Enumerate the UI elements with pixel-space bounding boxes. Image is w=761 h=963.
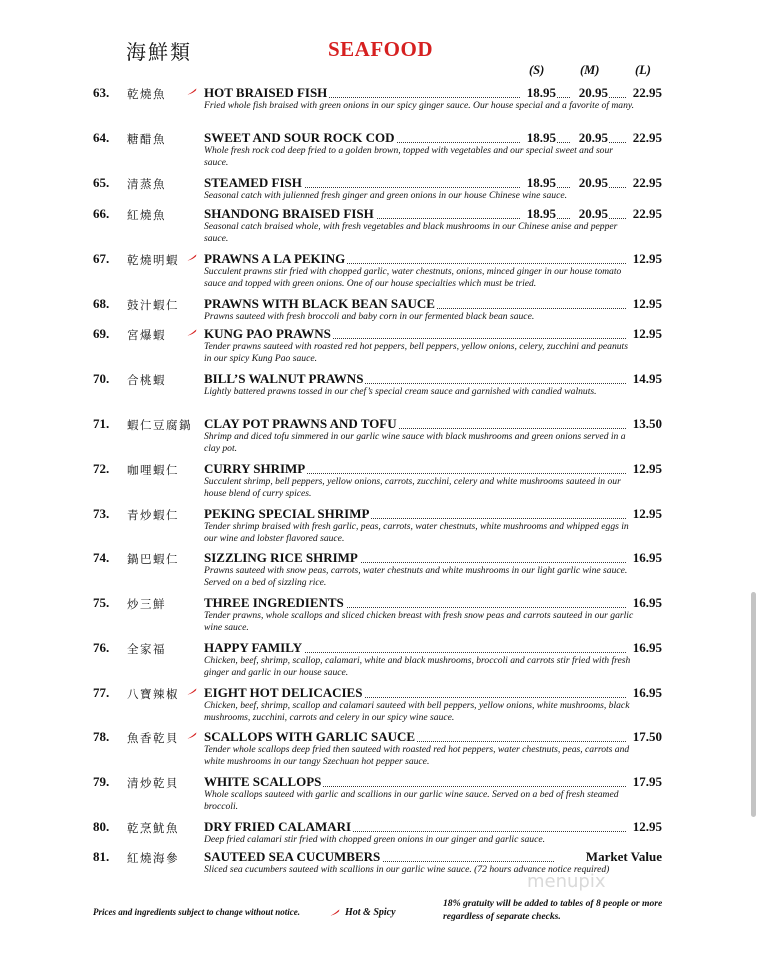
item-chinese-name: 紅燒魚 (127, 208, 166, 222)
item-name: THREE INGREDIENTS (204, 595, 344, 610)
item-name-line (204, 640, 662, 656)
item-name-line (204, 506, 662, 522)
item-name: SAUTEED SEA CUCUMBERS (204, 849, 381, 864)
item-description: Chicken, beef, shrimp, scallop, calamari, white and black mushrooms, broccoli and carrots stir fried with fresh ginger and garlic in our house sauce. (204, 655, 631, 678)
price-small: 18.95 (520, 130, 556, 146)
item-number: 67. (93, 251, 110, 266)
item-name: SCALLOPS WITH GARLIC SAUCE (204, 729, 416, 744)
item-number: 80. (93, 819, 110, 834)
item-number: 77. (93, 685, 110, 700)
section-title: SEAFOOD (327, 37, 433, 61)
item-chinese-name: 全家福 (127, 642, 166, 656)
item-chinese-name: 青炒蝦仁 (127, 508, 179, 522)
item-name: CURRY SHRIMP (204, 461, 306, 476)
item-number: 72. (93, 461, 110, 476)
item-name: PRAWNS WITH BLACK BEAN SAUCE (204, 296, 435, 311)
item-number: 71. (93, 416, 110, 431)
item-name: SIZZLING RICE SHRIMP (204, 550, 358, 565)
item-number: 81. (93, 849, 110, 864)
item-name: STEAMED FISH (204, 175, 302, 190)
item-chinese-name: 蝦仁豆腐鍋 (127, 418, 192, 432)
chili-pepper-icon (187, 329, 197, 336)
item-name: HOT BRAISED FISH (204, 85, 328, 100)
item-chinese-name: 合桃蝦 (127, 373, 166, 387)
price: 16.95 (626, 640, 662, 656)
item-number: 68. (93, 296, 110, 311)
item-name-line (204, 550, 662, 566)
item-description: Prawns sauteed with snow peas, carrots, water chestnuts and white mushrooms in our light garlic wine sauce. Served on a bed of sizzling rice. (204, 565, 628, 588)
item-description: Prawns sauteed with fresh broccoli and baby corn in our fermented black bean sauce. (204, 311, 535, 322)
item-name-line (204, 416, 662, 432)
item-chinese-name: 清蒸魚 (127, 177, 166, 191)
item-description: Lightly battered prawns tossed in our chef’s special cream sauce and garnished with candied walnuts. (204, 386, 597, 397)
item-name: SHANDONG BRAISED FISH (204, 206, 374, 221)
item-name-line (204, 296, 662, 312)
item-name-line (204, 326, 662, 342)
item-number: 74. (93, 550, 110, 565)
item-chinese-name: 炒三鮮 (127, 597, 166, 611)
item-chinese-name: 鼓汁蝦仁 (127, 298, 179, 312)
item-name: KUNG PAO PRAWNS (204, 326, 331, 341)
item-description: Shrimp and diced tofu simmered in our garlic wine sauce with black mushrooms and green onions served in a clay pot. (204, 431, 626, 454)
item-description: Whole fresh rock cod deep fried to a golden brown, topped with vegetables and our special sweet and sour sauce. (204, 145, 614, 168)
price: 12.95 (626, 461, 662, 477)
item-name: DRY FRIED CALAMARI (204, 819, 352, 834)
item-description: Sliced sea cucumbers sauteed with scallions in our garlic wine sauce. (72 hours advance notice required) (204, 864, 610, 875)
hot-spicy-label: Hot & Spicy (345, 907, 396, 918)
item-description: Deep fried calamari stir fried with chopped green onions in our ginger and garlic sauce. (204, 834, 545, 845)
watermark: menupix (527, 871, 606, 892)
chinese-section-title: 海鮮類 (126, 40, 192, 64)
item-name: CLAY POT PRAWNS AND TOFU (204, 416, 397, 431)
chili-pepper-icon (330, 909, 340, 916)
item-name: BILL’S WALNUT PRAWNS (204, 371, 364, 386)
item-name-line (204, 595, 662, 611)
item-name: HAPPY FAMILY (204, 640, 303, 655)
item-chinese-name: 糖醋魚 (127, 132, 166, 146)
item-name-line (204, 685, 662, 701)
price: 12.95 (626, 251, 662, 267)
item-name-line (204, 371, 662, 387)
price: 16.95 (626, 550, 662, 566)
item-chinese-name: 宮爆蝦 (127, 328, 166, 342)
item-name-line (204, 251, 662, 267)
item-name: PRAWNS A LA PEKING (204, 251, 346, 266)
size-medium-header: (M) (580, 63, 600, 77)
price-small: 18.95 (520, 206, 556, 222)
price: 12.95 (626, 819, 662, 835)
price-small: 18.95 (520, 85, 556, 101)
item-name-line (204, 729, 662, 745)
item-description: Succulent prawns stir fried with chopped garlic, water chestnuts, onions, minced ginger in our house tomato sauce and topped with green onions. One of our house specialties which must be tried. (204, 266, 622, 289)
item-number: 63. (93, 85, 110, 100)
price-large: 22.95 (626, 206, 662, 222)
price: 12.95 (626, 326, 662, 342)
item-chinese-name: 鍋巴蝦仁 (127, 552, 179, 566)
item-description: Tender prawns, whole scallops and sliced chicken breast with fresh snow peas and carrots sauteed in our garlic wine sauce. (204, 610, 634, 633)
item-number: 66. (93, 206, 110, 221)
chili-pepper-icon (187, 254, 197, 261)
item-name: EIGHT HOT DELICACIES (204, 685, 363, 700)
item-name-line (204, 774, 662, 790)
item-description: Seasonal catch with julienned fresh ginger and green onions in our house Chinese wine sauce. (204, 190, 568, 201)
chili-pepper-icon (187, 732, 197, 739)
item-description: Succulent shrimp, bell peppers, yellow onions, carrots, zucchini, celery and white mushrooms sauteed in our house blend of curry spices. (204, 476, 621, 499)
item-number: 73. (93, 506, 110, 521)
price: Market Value (555, 849, 662, 865)
price-large: 22.95 (626, 175, 662, 191)
gratuity-note: 18% gratuity will be added to tables of 8 people or more regardless of separate checks. (443, 898, 663, 922)
price: 17.50 (626, 729, 662, 745)
item-name: PEKING SPECIAL SHRIMP (204, 506, 370, 521)
item-number: 64. (93, 130, 110, 145)
price: 13.50 (626, 416, 662, 432)
price-large: 22.95 (626, 130, 662, 146)
item-chinese-name: 紅燒海參 (127, 851, 179, 865)
item-description: Chicken, beef, shrimp, scallop and calamari sauteed with bell peppers, yellow onions, white mushrooms, black mushrooms, zucchini, carrots and celery in our spicy wine sauce. (204, 700, 630, 723)
item-description: Tender shrimp braised with fresh garlic, peas, carrots, water chestnuts, white mushrooms and whipped eggs in our wine and lobster flavored sauce. (204, 521, 629, 544)
item-name-line (204, 461, 662, 477)
item-description: Tender prawns sauteed with roasted red hot peppers, bell peppers, yellow onions, celery, zucchini and peanuts in our spicy Kung Pao sauce. (204, 341, 628, 364)
price: 17.95 (626, 774, 662, 790)
chili-pepper-icon (187, 88, 197, 95)
price-large: 22.95 (626, 85, 662, 101)
item-chinese-name: 乾燒魚 (127, 87, 166, 101)
item-chinese-name: 乾燒明蝦 (127, 253, 179, 267)
price-medium: 20.95 (570, 175, 608, 191)
item-description: Whole scallops sauteed with garlic and scallions in our garlic wine sauce. Served on a bed of fresh steamed broccoli. (204, 789, 619, 812)
item-description: Tender whole scallops deep fried then sauteed with roasted red hot peppers, water chestnuts, peas, carrots and white mushrooms in our tangy Szechuan hot pepper sauce. (204, 744, 630, 767)
size-large-header: (L) (635, 63, 651, 77)
item-number: 69. (93, 326, 110, 341)
item-chinese-name: 清炒乾貝 (127, 776, 179, 790)
price: 12.95 (626, 296, 662, 312)
item-number: 70. (93, 371, 110, 386)
price-medium: 20.95 (570, 85, 608, 101)
price: 12.95 (626, 506, 662, 522)
price: 14.95 (626, 371, 662, 387)
price-medium: 20.95 (570, 206, 608, 222)
price: 16.95 (626, 595, 662, 611)
size-small-header: (S) (529, 63, 545, 77)
item-number: 76. (93, 640, 110, 655)
item-chinese-name: 八寶辣椒 (127, 687, 179, 701)
item-chinese-name: 乾烹魷魚 (127, 821, 179, 835)
price: 16.95 (626, 685, 662, 701)
price-medium: 20.95 (570, 130, 608, 146)
item-number: 79. (93, 774, 110, 789)
item-description: Fried whole fish braised with green onions in our spicy ginger sauce. Our house special and a favorite of many. (204, 100, 634, 111)
item-chinese-name: 魚香乾貝 (127, 731, 179, 745)
item-name: WHITE SCALLOPS (204, 774, 322, 789)
price-small: 18.95 (520, 175, 556, 191)
item-name: SWEET AND SOUR ROCK COD (204, 130, 395, 145)
scrollbar-thumb[interactable] (751, 592, 756, 817)
item-number: 75. (93, 595, 110, 610)
item-chinese-name: 咖哩蝦仁 (127, 463, 179, 477)
hot-spicy-legend (330, 907, 396, 918)
item-description: Seasonal catch braised whole, with fresh vegetables and black mushrooms in our Chinese anise and pepper sauce. (204, 221, 618, 244)
item-name-line (204, 819, 662, 835)
item-number: 78. (93, 729, 110, 744)
price-change-note: Prices and ingredients subject to change without notice. (93, 907, 301, 917)
chili-pepper-icon (187, 688, 197, 695)
item-number: 65. (93, 175, 110, 190)
